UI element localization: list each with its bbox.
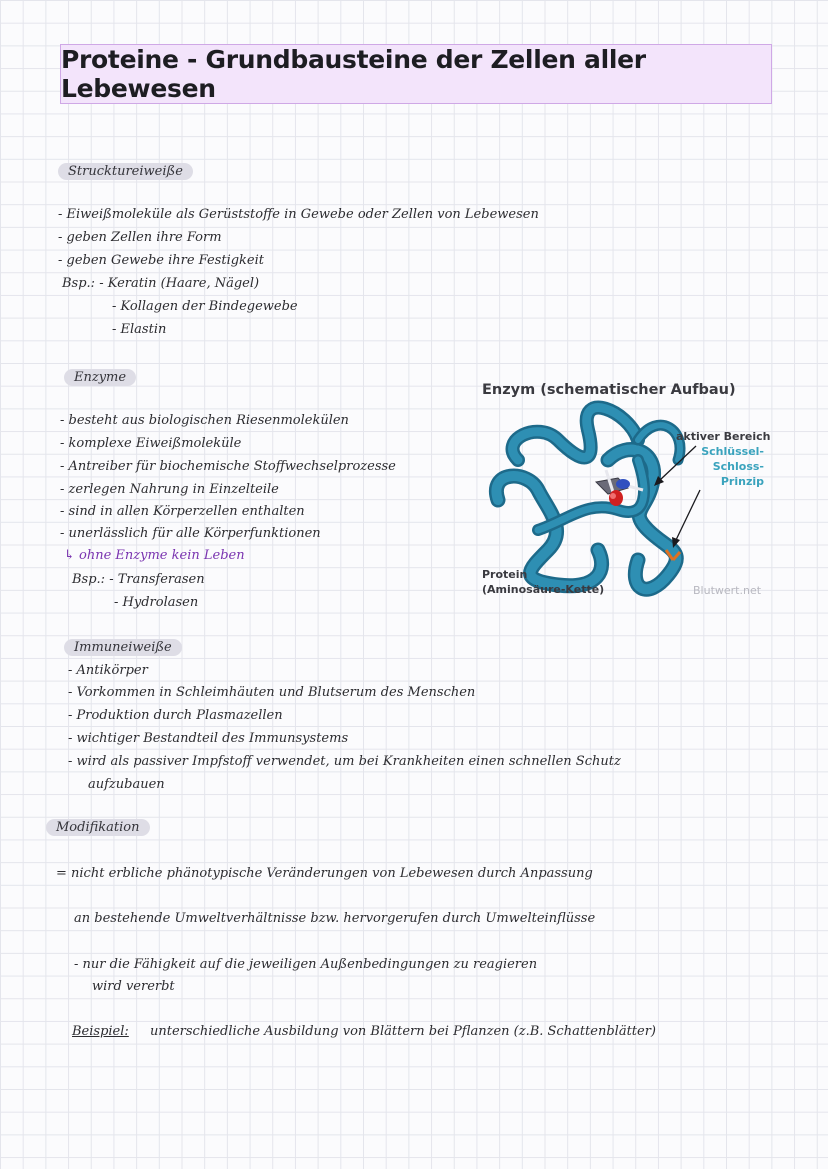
figure-label-principle-3: Prinzip — [720, 475, 764, 488]
immun-line-5: - wird als passiver Impfstoff verwendet, um bei Krankheiten einen schnellen Schutz — [68, 754, 621, 769]
immun-line-2: - Vorkommen in Schleimhäuten und Blutserum des Menschen — [68, 685, 476, 700]
example-text: unterschiedliche Ausbildung von Blättern bei Pflanzen (z.B. Schattenblätter) — [150, 1024, 657, 1039]
enzyme-line-4: - zerlegen Nahrung in Einzelteile — [60, 482, 279, 497]
figure-title: Enzym (schematischer Aufbau) — [482, 382, 736, 398]
figure-watermark: Blutwert.net — [693, 584, 762, 597]
modifikation-line-2: an bestehende Umweltverhältnisse bzw. hervorgerufen durch Umwelteinflüsse — [74, 911, 596, 926]
enzyme-line-6: - unerlässlich für alle Körperfunktionen — [60, 526, 321, 541]
immun-line-1: - Antikörper — [68, 663, 148, 678]
struktur-line-4: Bsp.: - Keratin (Haare, Nägel) — [62, 276, 260, 291]
example-label: Beispiel: — [72, 1024, 129, 1039]
modifikation-line-4: wird vererbt — [92, 979, 175, 994]
heading-modifikation: Modifikation — [46, 819, 150, 836]
struktur-line-6: - Elastin — [112, 322, 167, 337]
enzyme-line-1: - besteht aus biologischen Riesenmolekülen — [60, 413, 349, 428]
figure-label-principle-1: Schlüssel- — [701, 445, 764, 458]
immun-line-4: - wichtiger Bestandteil des Immunsystems — [68, 731, 349, 746]
struktur-line-2: - geben Zellen ihre Form — [58, 230, 222, 245]
modifikation-line-1: = nicht erbliche phänotypische Veränderungen von Lebewesen durch Anpassung — [56, 866, 593, 881]
page-title: Proteine - Grundbausteine der Zellen aller Lebewesen — [61, 45, 646, 103]
heading-strukturproteine: Strucktureiweiße — [58, 163, 193, 180]
enzyme-example-2: - Hydrolasen — [114, 595, 199, 610]
enzyme-example-1: Bsp.: - Transferasen — [72, 572, 205, 587]
figure-label-principle-2: Schloss- — [712, 460, 764, 473]
modifikation-line-3: - nur die Fähigkeit auf die jeweiligen Außenbedingungen zu reagieren — [74, 957, 538, 972]
heading-immunproteine: Immuneiweiße — [64, 639, 182, 656]
enzyme-line-5: - sind in allen Körperzellen enthalten — [60, 504, 305, 519]
struktur-line-5: - Kollagen der Bindegewebe — [112, 299, 298, 314]
struktur-line-3: - geben Gewebe ihre Festigkeit — [58, 253, 265, 268]
enzyme-line-3: - Antreiber für biochemische Stoffwechselprozesse — [60, 459, 396, 474]
enzyme-line-2: - komplexe Eiweißmoleküle — [60, 436, 242, 451]
heading-enzyme: Enzyme — [64, 369, 136, 386]
title-box — [60, 44, 772, 104]
immun-line-6: aufzubauen — [88, 777, 165, 792]
figure-label-active-site: aktiver Bereich — [676, 430, 771, 443]
figure-label-protein-2: (Aminosäure-Kette) — [482, 583, 605, 596]
figure-label-protein-1: Protein — [482, 568, 528, 581]
enzyme-conclusion: ↳ ohne Enzyme kein Leben — [64, 548, 245, 563]
immun-line-3: - Produktion durch Plasmazellen — [68, 708, 283, 723]
struktur-line-1: - Eiweißmoleküle als Gerüststoffe in Gewebe oder Zellen von Lebewesen — [58, 207, 539, 222]
